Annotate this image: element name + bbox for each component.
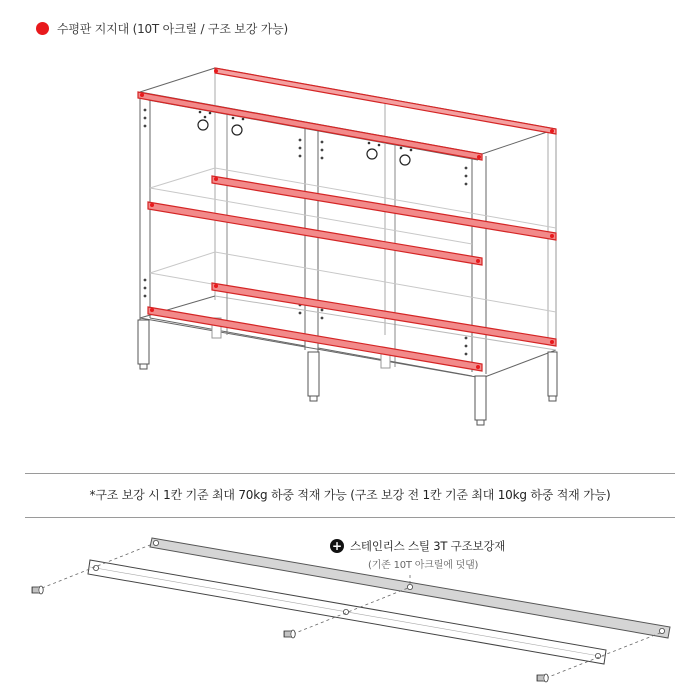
plus-circle-icon: + [331,539,343,553]
shelf-support-bars [138,68,556,371]
divider-bottom [25,517,675,518]
reinforcement-callout [330,538,505,554]
callout-title: 스테인리스 스틸 3T 구조보강재 [350,539,506,553]
divider-top [25,473,675,474]
callout-subtitle: (기존 10T 아크릴에 덧댐) [368,560,479,571]
legend-label: 수평판 지지대 (10T 아크릴 / 구조 보강 가능) [57,22,288,36]
load-capacity-note: *구조 보강 시 1칸 기준 최대 70kg 하중 적재 가능 (구조 보강 전 1칸 기준 최대 10kg 하중 적재 가능) [89,488,611,502]
